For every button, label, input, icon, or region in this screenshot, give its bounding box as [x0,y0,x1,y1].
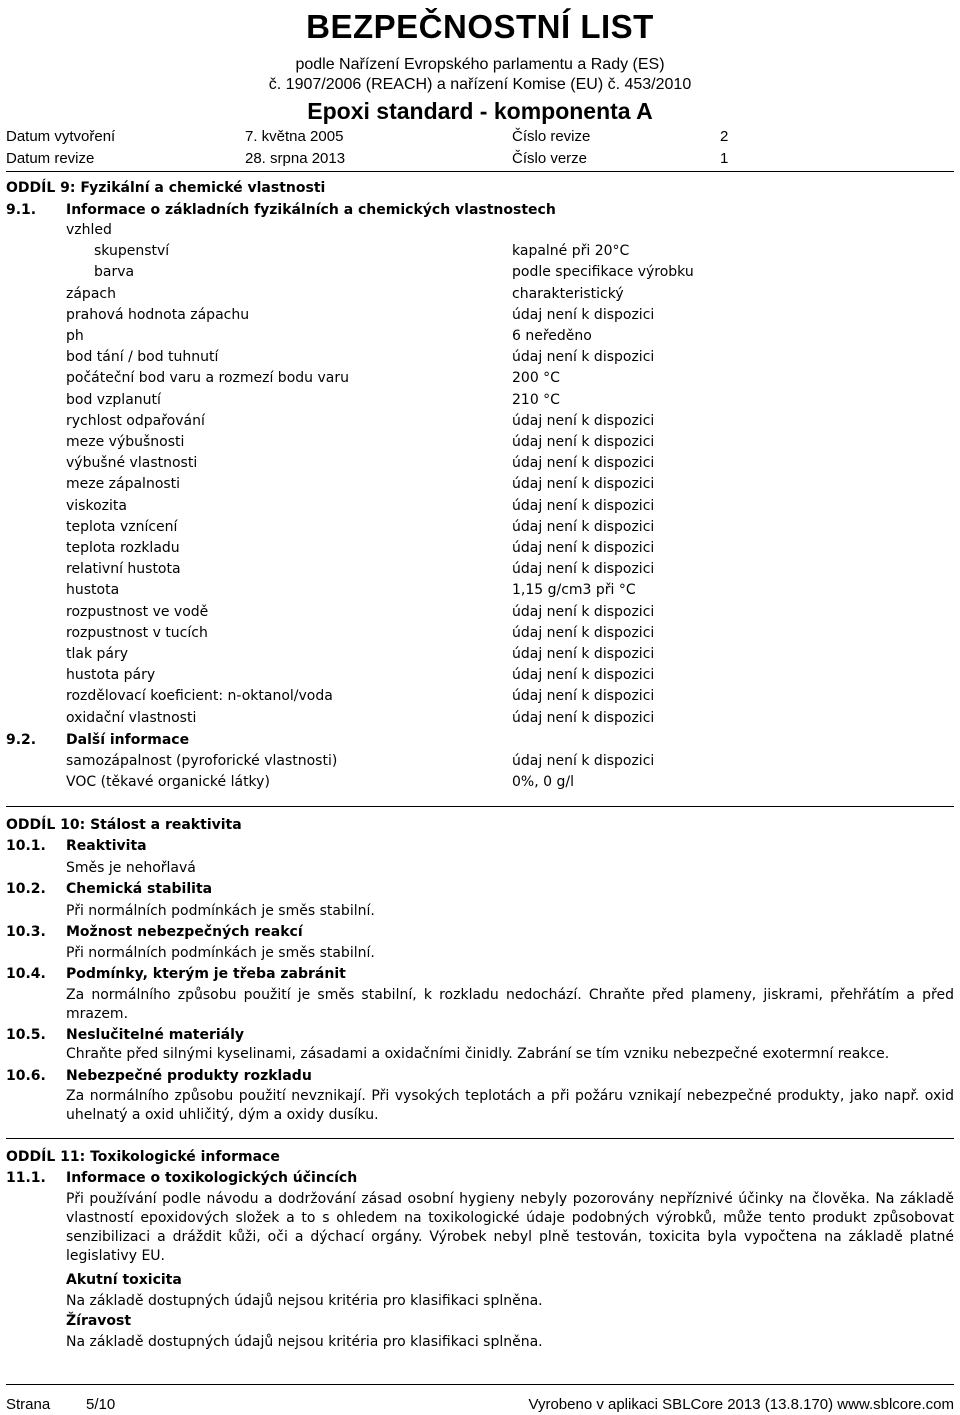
section11-1-number: 11.1. [6,1170,46,1186]
footer-divider [6,1384,954,1385]
property-label: oxidační vlastnosti [66,710,197,726]
property-value: údaj není k dispozici [512,646,655,662]
property-label: rozpustnost v tucích [66,625,208,641]
property-label: bod tání / bod tuhnutí [66,349,219,365]
corrosivity-text: Na základě dostupných údajů nejsou kritéria pro klasifikaci splněna. [66,1334,543,1350]
property-value: údaj není k dispozici [512,434,655,450]
property-label: viskozita [66,498,127,514]
property-label: rozpustnost ve vodě [66,604,209,620]
property-label: barva [94,264,135,280]
section10-5-title: Neslučitelné materiály [66,1027,245,1043]
extra-property-label: VOC (těkavé organické látky) [66,774,270,790]
extra-property-value: údaj není k dispozici [512,753,655,769]
property-value: údaj není k dispozici [512,498,655,514]
section11-1-title: Informace o toxikologických účincích [66,1170,358,1186]
section10-2-number: 10.2. [6,881,46,897]
property-value: údaj není k dispozici [512,540,655,556]
property-label: vzhled [66,222,112,238]
regulation-line-2: č. 1907/2006 (REACH) a nařízení Komise (EU) č. 453/2010 [268,76,692,93]
property-label: rozdělovací koeficient: n-oktanol/voda [66,688,333,704]
section10-6-number: 10.6. [6,1068,46,1084]
property-value: údaj není k dispozici [512,561,655,577]
section10-3-number: 10.3. [6,924,46,940]
property-value: údaj není k dispozici [512,519,655,535]
section10-2-text: Při normálních podmínkách je směs stabilní. [66,903,375,919]
generator-credit: Vyrobeno v aplikaci SBLCore 2013 (13.8.170) www.sblcore.com [528,1396,954,1413]
property-label: bod vzplanutí [66,392,161,408]
property-value: údaj není k dispozici [512,413,655,429]
section11-title: ODDÍL 11: Toxikologické informace [6,1149,280,1165]
revision-number-value: 2 [720,128,729,145]
property-label: hustota [66,582,120,598]
product-name: Epoxi standard - komponenta A [307,98,653,124]
property-label: teplota rozkladu [66,540,180,556]
property-label: výbušné vlastnosti [66,455,198,471]
section10-title: ODDÍL 10: Stálost a reaktivita [6,817,242,833]
property-label: teplota vznícení [66,519,178,535]
property-label: meze zápalnosti [66,476,181,492]
page-number: 5/10 [86,1396,116,1413]
section10-4-text: Za normálního způsobu použití je směs stabilní, k rozkladu nedochází. Chraňte před plameny, jiskrami, přehřátím a před mrazem. [66,987,954,1022]
version-label: Číslo verze [512,150,588,167]
property-value: údaj není k dispozici [512,476,655,492]
section10-1-title: Reaktivita [66,838,147,854]
section10-3-text: Při normálních podmínkách je směs stabilní. [66,945,375,961]
property-label: hustota páry [66,667,156,683]
property-value: 200 °C [512,370,560,386]
revision-date-label: Datum revize [6,150,95,167]
property-value: údaj není k dispozici [512,307,655,323]
regulation-line-1: podle Nařízení Evropského parlamentu a Rady (ES) [295,56,665,73]
acute-toxicity-text: Na základě dostupných údajů nejsou kritéria pro klasifikaci splněna. [66,1293,543,1309]
created-label: Datum vytvoření [6,128,116,145]
property-value: 210 °C [512,392,560,408]
property-label: skupenství [94,243,170,259]
document-title: BEZPEČNOSTNÍ LIST [306,8,654,45]
property-value: kapalné při 20°C [512,243,630,259]
section10-5-text: Chraňte před silnými kyselinami, zásadami a oxidačními činidly. Zabrání se tím vzniku nebezpečné exotermní reakce. [66,1046,890,1062]
section10-5-number: 10.5. [6,1027,46,1043]
property-value: podle specifikace výrobku [512,264,694,280]
property-value: 6 neředěno [512,328,592,344]
property-label: prahová hodnota zápachu [66,307,250,323]
toxicology-intro: Při používání podle návodu a dodržování zásad osobní hygieny nebyly pozorovány nepříznivé účinky na člověka. Na základě vlastností epoxidových složek a to s ohledem na toxikologické údaje podobných výrobků, může tento produkt způsobovat senzibilizaci a dráždit kůži, oči a dýchací orgány. Výrobek nebyl plně testován, toxicita byla vypočtena na základě platné legislativy EU. [66,1191,954,1264]
section10-4-title: Podmínky, kterým je třeba zabránit [66,966,346,982]
extra-property-value: 0%, 0 g/l [512,774,574,790]
property-value: údaj není k dispozici [512,667,655,683]
header-divider [6,171,954,172]
property-value: údaj není k dispozici [512,349,655,365]
property-label: zápach [66,286,116,302]
section9-2-number: 9.2. [6,732,37,748]
section10-2-title: Chemická stabilita [66,881,213,897]
section10-4-number: 10.4. [6,966,46,982]
section9-2-title: Další informace [66,732,190,748]
property-value: charakteristický [512,286,624,302]
property-value: údaj není k dispozici [512,455,655,471]
property-label: relativní hustota [66,561,181,577]
section10-6-text: Za normálního způsobu použití nevznikají. Při vysokých teplotách a při požáru vznikají nebezpečné produkty, jako např. oxid uhelnatý a oxid uhličitý, dým a oxidy dusíku. [66,1088,954,1123]
revision-date-value: 28. srpna 2013 [245,150,346,167]
section10-1-text: Směs je nehořlavá [66,860,196,876]
property-value: údaj není k dispozici [512,625,655,641]
section9-title: ODDÍL 9: Fyzikální a chemické vlastnosti [6,180,326,196]
section10-3-title: Možnost nebezpečných reakcí [66,924,303,940]
section10-6-title: Nebezpečné produkty rozkladu [66,1068,312,1084]
property-label: meze výbušnosti [66,434,185,450]
corrosivity-title: Žíravost [66,1313,132,1329]
property-value: údaj není k dispozici [512,710,655,726]
property-label: počáteční bod varu a rozmezí bodu varu [66,370,349,386]
section9-1-number: 9.1. [6,202,37,218]
section11-divider [6,1138,954,1139]
section9-1-title: Informace o základních fyzikálních a chemických vlastnostech [66,202,556,218]
section10-divider [6,806,954,807]
property-value: 1,15 g/cm3 při °C [512,582,636,598]
property-value: údaj není k dispozici [512,688,655,704]
property-label: rychlost odpařování [66,413,205,429]
property-label: ph [66,328,84,344]
property-value: údaj není k dispozici [512,604,655,620]
section10-1-number: 10.1. [6,838,46,854]
version-value: 1 [720,150,729,167]
property-label: tlak páry [66,646,129,662]
extra-property-label: samozápalnost (pyroforické vlastnosti) [66,753,338,769]
created-value: 7. května 2005 [245,128,344,145]
page-label: Strana [6,1396,51,1413]
acute-toxicity-title: Akutní toxicita [66,1272,182,1288]
revision-number-label: Číslo revize [512,128,591,145]
